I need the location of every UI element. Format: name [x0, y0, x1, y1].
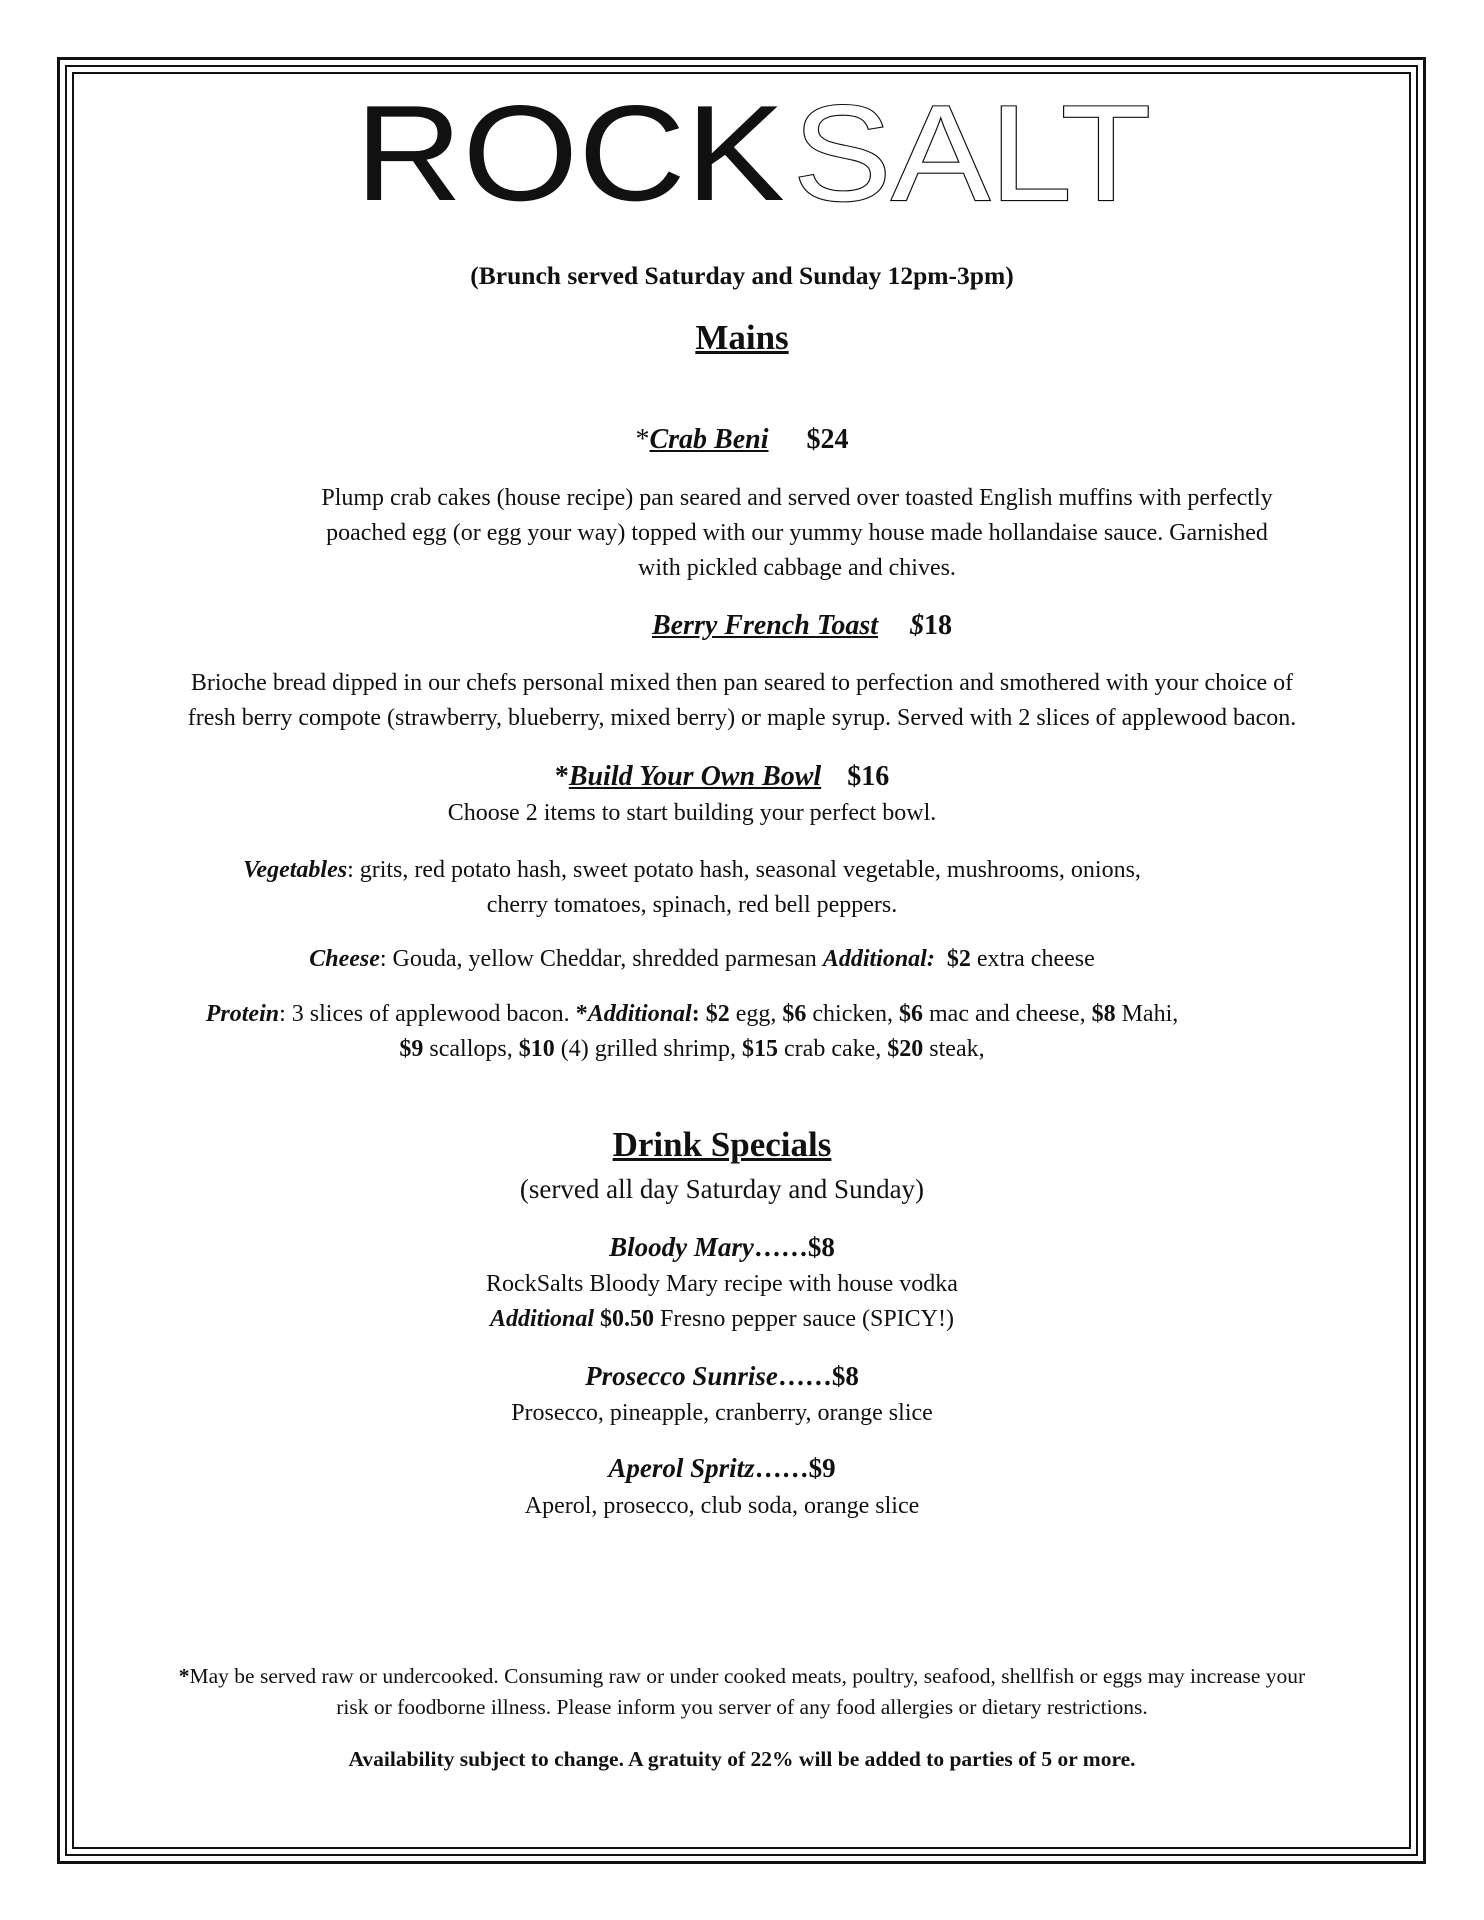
protein-label: Protein [205, 1001, 280, 1027]
dot-leader: …… [777, 1361, 832, 1391]
service-hours: (Brunch served Saturday and Sunday 12pm-3pm) [470, 261, 1014, 290]
protein-line2 [30, 1036, 1354, 1063]
prosecco-price: $8 [831, 1361, 859, 1391]
protein-price: $6 [782, 1001, 807, 1027]
protein-line1 [30, 1001, 1354, 1028]
protein-price: $9 [399, 1036, 424, 1062]
aperol-name: Aperol Spritz [608, 1453, 755, 1483]
protein-star: * [575, 1001, 588, 1027]
protein-item: mac and cheese, [923, 1001, 1092, 1027]
aperol-price: $9 [808, 1453, 836, 1483]
french-toast-title [140, 610, 1464, 642]
raw-marker: * [554, 761, 569, 792]
raw-warning-star: * [178, 1664, 190, 1688]
prosecco-name: Prosecco Sunrise [585, 1361, 778, 1391]
cheese-line [40, 946, 1364, 973]
logo-rock-text: ROCK [355, 96, 785, 208]
protein-item: steak, [923, 1036, 985, 1062]
crab-beni-desc-line1: Plump crab cakes (house recipe) pan seared and served over toasted English muffins with perfectly [321, 485, 1273, 511]
prosecco-desc: Prosecco, pineapple, cranberry, orange slice [511, 1400, 933, 1426]
protein-price: $15 [742, 1036, 779, 1062]
bowl-price: $16 [847, 761, 890, 792]
rocksalt-logo [355, 96, 1155, 208]
french-toast-price-sign: $ [910, 610, 925, 641]
vegetables-text: : grits, red potato hash, sweet potato hash, seasonal vegetable, mushrooms, onions, [347, 857, 1141, 883]
bowl-title [60, 761, 1384, 793]
protein-price: $20 [887, 1036, 924, 1062]
cheese-additional-label: Additional: [822, 946, 935, 972]
aperol-title [60, 1453, 1384, 1484]
protein-price: $6 [899, 1001, 923, 1027]
gratuity-notice: Availability subject to change. A gratuity of 22% will be added to parties of 5 or more. [348, 1747, 1136, 1771]
cheese-label: Cheese [309, 946, 380, 972]
logo-salt-text: SALT [793, 96, 1151, 208]
protein-item: chicken, [806, 1001, 899, 1027]
cheese-text: : Gouda, yellow Cheddar, shredded parmesan [379, 946, 823, 972]
bloody-mary-name: Bloody Mary [609, 1232, 754, 1262]
drinks-heading: Drink Specials [612, 1125, 832, 1164]
bloody-mary-additional [60, 1306, 1384, 1333]
crab-beni-name: Crab Beni [649, 424, 769, 455]
bowl-intro: Choose 2 items to start building your perfect bowl. [447, 800, 937, 826]
protein-additional-colon: : [691, 1001, 700, 1027]
vegetables-line1 [30, 857, 1354, 884]
protein-item: (4) grilled shrimp, [554, 1036, 743, 1062]
protein-item: scallops, [423, 1036, 519, 1062]
crab-beni-desc-line2: poached egg (or egg your way) topped with our yummy house made hollandaise sauce. Garnished [326, 520, 1268, 546]
protein-item: Mahi, [1115, 1001, 1179, 1027]
protein-text: : 3 slices of applewood bacon. [279, 1001, 576, 1027]
french-toast-name: Berry French Toast [651, 610, 879, 641]
protein-additional-label: Additional [587, 1001, 692, 1027]
french-toast-price: 18 [924, 610, 953, 641]
french-toast-desc-line1: Brioche bread dipped in our chefs personal mixed then pan seared to perfection and smothered with your choice of [190, 670, 1294, 696]
bloody-mary-price: $8 [807, 1232, 835, 1262]
mains-heading: Mains [695, 318, 789, 357]
raw-marker: * [635, 424, 650, 455]
protein-price: $2 [705, 1001, 730, 1027]
vegetables-line2: cherry tomatoes, spinach, red bell peppers. [486, 892, 898, 918]
protein-item: egg, [729, 1001, 783, 1027]
raw-warning-text: May be served raw or undercooked. Consuming raw or under cooked meats, poultry, seafood, shellfish or eggs may increase your [189, 1664, 1306, 1688]
crab-beni-price: $24 [806, 424, 849, 455]
crab-beni-desc-line3: with pickled cabbage and chives. [638, 555, 956, 581]
prosecco-title [60, 1361, 1384, 1392]
raw-warning-line1 [80, 1664, 1404, 1689]
bloody-mary-add-label: Additional [490, 1306, 595, 1332]
crab-beni-title [80, 424, 1404, 456]
bloody-mary-add-text: Fresno pepper sauce (SPICY!) [654, 1306, 954, 1332]
bloody-mary-title [60, 1232, 1384, 1263]
dot-leader: …… [754, 1453, 809, 1483]
drinks-subheading: (served all day Saturday and Sunday) [519, 1174, 925, 1204]
french-toast-desc-line2: fresh berry compote (strawberry, blueberry, mixed berry) or maple syrup. Served with 2 slices of applewood bacon. [187, 705, 1297, 731]
protein-price: $8 [1091, 1001, 1116, 1027]
protein-item: crab cake, [778, 1036, 888, 1062]
cheese-additional-price: $2 [946, 946, 971, 972]
raw-warning-line2: risk or foodborne illness. Please inform you server of any food allergies or dietary restrictions. [336, 1695, 1148, 1719]
cheese-additional-text: extra cheese [970, 946, 1095, 972]
dot-leader: …… [753, 1232, 808, 1262]
protein-price: $10 [518, 1036, 555, 1062]
bowl-name: Build Your Own Bowl [568, 761, 822, 792]
vegetables-label: Vegetables [243, 857, 348, 883]
bloody-mary-desc: RockSalts Bloody Mary recipe with house vodka [486, 1271, 958, 1297]
bloody-mary-add-price: $0.50 [594, 1306, 655, 1332]
aperol-desc: Aperol, prosecco, club soda, orange slice [524, 1493, 920, 1519]
